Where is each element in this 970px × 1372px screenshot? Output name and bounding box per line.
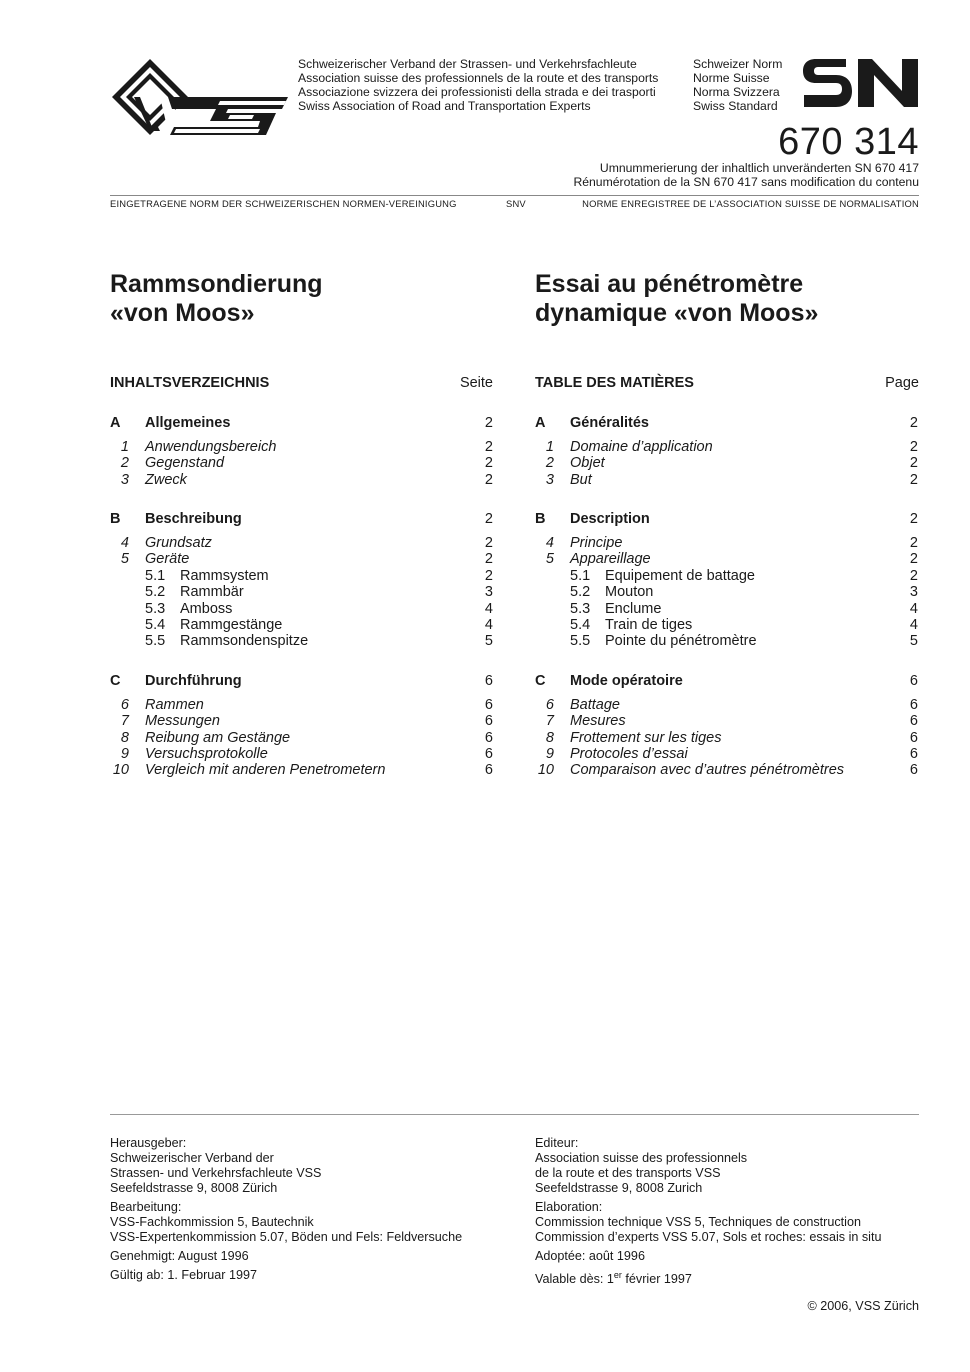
toc-page-number: 6 (484, 745, 493, 762)
toc-subitem-title: Rammsystem (180, 567, 269, 584)
footer-line: Editeur: (535, 1136, 579, 1150)
toc-item-number: 10 (112, 762, 129, 779)
toc-row (110, 617, 493, 634)
toc-section-title: Beschreibung (145, 511, 242, 528)
copyright: © 2006, VSS Zürich (807, 1299, 919, 1313)
toc-page-number: 6 (909, 762, 918, 779)
title-fr-line1: Essai au pénétromètre (535, 270, 804, 298)
footer-line: VSS-Fachkommission 5, Bautechnik (110, 1215, 314, 1229)
toc-item-number: 10 (537, 762, 554, 779)
toc-page-number: 4 (484, 617, 493, 633)
toc-page-number: 6 (484, 713, 493, 730)
page-label-de: Seite (459, 375, 493, 391)
toc-page-number: 6 (909, 696, 918, 713)
toc-section-title: Durchführung (145, 672, 242, 689)
toc-row (535, 673, 918, 690)
title-fr-line2: dynamique «von Moos» (535, 299, 819, 327)
toc-page-number: 6 (909, 729, 918, 746)
renumbering-fr: Rénumérotation de la SN 670 417 sans modification du contenu (573, 174, 919, 189)
toc-page-number: 4 (484, 600, 493, 617)
toc-item-number: 2 (545, 455, 554, 472)
toc-row (110, 511, 493, 528)
toc-page-number: 2 (484, 511, 493, 528)
toc-item-title: Mesures (570, 713, 626, 730)
title-de-line2: «von Moos» (110, 299, 255, 327)
toc-item-title: Grundsatz (145, 535, 212, 551)
toc-row (110, 584, 493, 601)
toc-page-number: 6 (484, 762, 493, 779)
toc-page-number: 2 (484, 471, 493, 488)
toc-item-title: Gegenstand (145, 455, 225, 472)
toc-item-title: Vergleich mit anderen Penetrometern (145, 762, 386, 779)
toc-page-number: 3 (484, 584, 493, 601)
toc-section-letter: A (535, 415, 546, 431)
toc-subitem-title: Rammgestänge (180, 617, 283, 633)
toc-subitem-number: 5.4 (145, 617, 166, 633)
toc-page-number: 2 (484, 551, 493, 568)
vss-logo (110, 57, 290, 139)
toc-item-number: 5 (120, 551, 129, 568)
footer-divider (110, 1114, 919, 1115)
toc-page-number: 2 (909, 567, 918, 584)
association-names (298, 57, 658, 113)
standard-name-de: Schweizer Norm (693, 57, 783, 71)
toc-page-number: 6 (909, 713, 918, 730)
toc-item-title: Battage (570, 696, 620, 713)
toc-row (110, 439, 493, 456)
toc-item-number: 8 (120, 729, 129, 746)
association-name-it: Associazione svizzera dei professionisti della strada e dei trasporti (298, 85, 656, 99)
footer-line: Schweizerischer Verband der (110, 1151, 274, 1165)
toc-section-letter: C (110, 672, 121, 689)
toc-row (110, 455, 493, 472)
title-de-line1: Rammsondierung (110, 270, 323, 298)
toc-row (535, 568, 918, 585)
toc-row (110, 472, 493, 489)
toc-page-number: 2 (484, 415, 493, 431)
toc-row (110, 730, 493, 747)
toc-item-number: 8 (545, 729, 554, 746)
toc-row (110, 551, 493, 568)
toc-subitem-number: 5.2 (570, 584, 591, 601)
toc-item-number: 1 (545, 438, 554, 455)
toc-item-title: Principe (570, 535, 623, 551)
footer-line: de la route et des transports VSS (535, 1166, 721, 1180)
toc-page-number: 2 (909, 551, 918, 568)
toc-item-number: 6 (545, 696, 554, 713)
toc-subitem-title: Enclume (605, 600, 662, 617)
toc-item-title: Anwendungsbereich (145, 438, 277, 455)
toc-item-title: Protocoles d’essai (570, 745, 688, 762)
toc-row (535, 713, 918, 730)
footer-fr (535, 1136, 881, 1287)
toc-page-number: 2 (484, 455, 493, 472)
toc-row (535, 730, 918, 747)
toc-page-number: 4 (909, 600, 918, 617)
toc-item-title: Reibung am Gestänge (145, 729, 291, 746)
toc-item-number: 5 (545, 551, 554, 568)
footer-line: Adoptée: août 1996 (535, 1249, 645, 1263)
toc-item-number: 3 (120, 471, 129, 488)
toc-item-number: 9 (545, 745, 554, 762)
toc-subitem-title: Pointe du pénétromètre (605, 633, 757, 650)
footer-line: Gültig ab: 1. Februar 1997 (110, 1268, 258, 1282)
toc-row (535, 746, 918, 763)
toc-section-title: Généralités (570, 415, 649, 431)
toc-row (110, 746, 493, 763)
toc-item-number: 7 (120, 713, 129, 730)
toc-subitem-title: Rammbär (180, 584, 244, 601)
toc-page-number: 2 (484, 567, 493, 584)
toc-row (535, 535, 918, 552)
footer-line: VSS-Expertenkommission 5.07, Böden und Fels: Feldversuche (110, 1230, 463, 1244)
registration-fr: NORME ENREGISTREE DE L’ASSOCIATION SUISSE DE NORMALISATION (582, 198, 919, 209)
toc-item-title: Geräte (145, 551, 190, 568)
toc-row (110, 673, 493, 690)
toc-row (110, 762, 493, 779)
toc-row (535, 551, 918, 568)
toc-item-title: Comparaison avec d’autres pénétromètres (570, 762, 845, 779)
toc-item-number: 7 (545, 713, 554, 730)
footer-line: Commission technique VSS 5, Techniques de construction (535, 1215, 861, 1229)
renumbering-de: Umnummerierung der inhaltlich unveränderten SN 670 417 (599, 161, 919, 175)
renumbering-note (573, 162, 919, 189)
footer-line: Bearbeitung: (110, 1200, 182, 1214)
toc-page-number: 2 (909, 455, 918, 472)
toc-subitem-number: 5.1 (570, 567, 591, 584)
footer-line: Valable dès: 1er février 1997 (535, 1270, 692, 1287)
toc-heading-fr (535, 374, 919, 392)
toc-section-letter: B (110, 511, 121, 528)
footer-line: Genehmigt: August 1996 (110, 1249, 249, 1263)
footer-line: Elaboration: (535, 1200, 603, 1214)
toc-subitem-number: 5.1 (145, 567, 166, 584)
toc-item-number: 2 (120, 455, 129, 472)
toc-page-number: 2 (484, 438, 493, 455)
toc-row (535, 633, 918, 650)
toc-row (535, 439, 918, 456)
toc-item-title: Objet (570, 455, 605, 472)
toc-page-number: 4 (909, 617, 918, 633)
toc-row (535, 472, 918, 489)
toc-row (535, 697, 918, 714)
toc-label-fr: TABLE DES MATIÈRES (535, 375, 694, 391)
ordinal-superscript: er (613, 1270, 622, 1280)
toc-page-number: 6 (484, 696, 493, 713)
toc-page-number: 3 (909, 584, 918, 601)
footer-de (110, 1136, 462, 1283)
toc-row (110, 633, 493, 650)
toc-subitem-title: Rammsondenspitze (180, 633, 309, 650)
sn-logo (802, 57, 920, 109)
toc-section-title: Description (570, 511, 650, 528)
toc-item-number: 3 (545, 471, 554, 488)
toc-subitem-number: 5.2 (145, 584, 166, 601)
toc-subitem-title: Equipement de battage (605, 567, 755, 584)
toc-row (535, 511, 918, 528)
footer-line: Seefeldstrasse 9, 8008 Zürich (110, 1181, 278, 1195)
toc-row (535, 584, 918, 601)
standard-names (693, 57, 782, 113)
toc-section-letter: B (535, 511, 546, 528)
header-divider (110, 195, 919, 196)
toc-item-title: Appareillage (570, 551, 651, 568)
toc-page-number: 6 (909, 672, 918, 689)
page-label-fr: Page (885, 375, 919, 391)
toc-item-number: 4 (545, 535, 554, 551)
toc-row (110, 713, 493, 730)
toc-row (110, 535, 493, 552)
toc-row (535, 601, 918, 618)
toc-item-title: Domaine d’application (570, 438, 713, 455)
toc-row (110, 601, 493, 618)
toc-item-number: 6 (120, 696, 129, 713)
toc-item-title: Messungen (145, 713, 220, 730)
toc-item-title: But (570, 471, 592, 488)
toc-section-title: Mode opératoire (570, 672, 683, 689)
toc-subitem-number: 5.3 (145, 600, 166, 617)
footer-line: Herausgeber: (110, 1136, 187, 1150)
toc-row (535, 455, 918, 472)
footer-line: Seefeldstrasse 9, 8008 Zurich (535, 1181, 703, 1195)
standard-name-en: Swiss Standard (693, 99, 778, 113)
toc-subitem-number: 5.5 (145, 633, 166, 650)
toc-row (110, 415, 493, 432)
toc-section-letter: C (535, 672, 546, 689)
toc-page-number: 2 (909, 438, 918, 455)
registration-de: EINGETRAGENE NORM DER SCHWEIZERISCHEN NORMEN-VEREINIGUNG (110, 198, 457, 209)
toc-row (535, 617, 918, 634)
standard-name-fr: Norme Suisse (693, 71, 770, 85)
toc-label-de: INHALTSVERZEICHNIS (110, 375, 270, 391)
toc-item-number: 1 (120, 438, 129, 455)
toc-row (110, 697, 493, 714)
toc-page-number: 5 (484, 633, 493, 650)
toc-item-number: 9 (120, 745, 129, 762)
association-name-en: Swiss Association of Road and Transportation Experts (298, 99, 591, 113)
toc-page-number: 2 (909, 511, 918, 528)
toc-item-title: Rammen (145, 696, 204, 713)
footer-line: Strassen- und Verkehrsfachleute VSS (110, 1166, 322, 1180)
toc-page-number: 2 (909, 471, 918, 488)
standard-name-it: Norma Svizzera (693, 85, 780, 99)
toc-page-number: 5 (909, 633, 918, 650)
toc-item-title: Frottement sur les tiges (570, 729, 722, 746)
toc-page-number: 2 (909, 415, 918, 431)
toc-item-number: 4 (120, 535, 129, 551)
toc-page-number: 2 (909, 535, 918, 551)
toc-section-title: Allgemeines (145, 415, 231, 431)
toc-subitem-title: Amboss (180, 600, 233, 617)
toc-row (535, 415, 918, 432)
registration-snv: SNV (506, 198, 526, 209)
toc-row (535, 762, 918, 779)
title-de (110, 270, 323, 328)
toc-item-title: Versuchsprotokolle (145, 745, 268, 762)
footer-line: Commission d’experts VSS 5.07, Sols et roches: essais in situ (535, 1230, 882, 1244)
norm-number: 670 314 (778, 121, 919, 163)
toc-heading-de (110, 374, 493, 392)
toc-subitem-number: 5.4 (570, 617, 591, 633)
toc-item-title: Zweck (145, 471, 187, 488)
toc-subitem-title: Mouton (605, 584, 654, 601)
footer-line: Association suisse des professionnels (535, 1151, 748, 1165)
toc-page-number: 2 (484, 535, 493, 551)
toc-page-number: 6 (909, 745, 918, 762)
title-fr (535, 270, 818, 328)
toc-page-number: 6 (484, 672, 493, 689)
toc-page-number: 6 (484, 729, 493, 746)
toc-subitem-number: 5.5 (570, 633, 591, 650)
association-name-de: Schweizerischer Verband der Strassen- und Verkehrsfachleute (298, 57, 637, 71)
toc-subitem-number: 5.3 (570, 600, 591, 617)
toc-row (110, 568, 493, 585)
toc-subitem-title: Train de tiges (605, 617, 693, 633)
toc-section-letter: A (110, 415, 121, 431)
association-name-fr: Association suisse des professionnels de la route et des transports (298, 71, 659, 85)
